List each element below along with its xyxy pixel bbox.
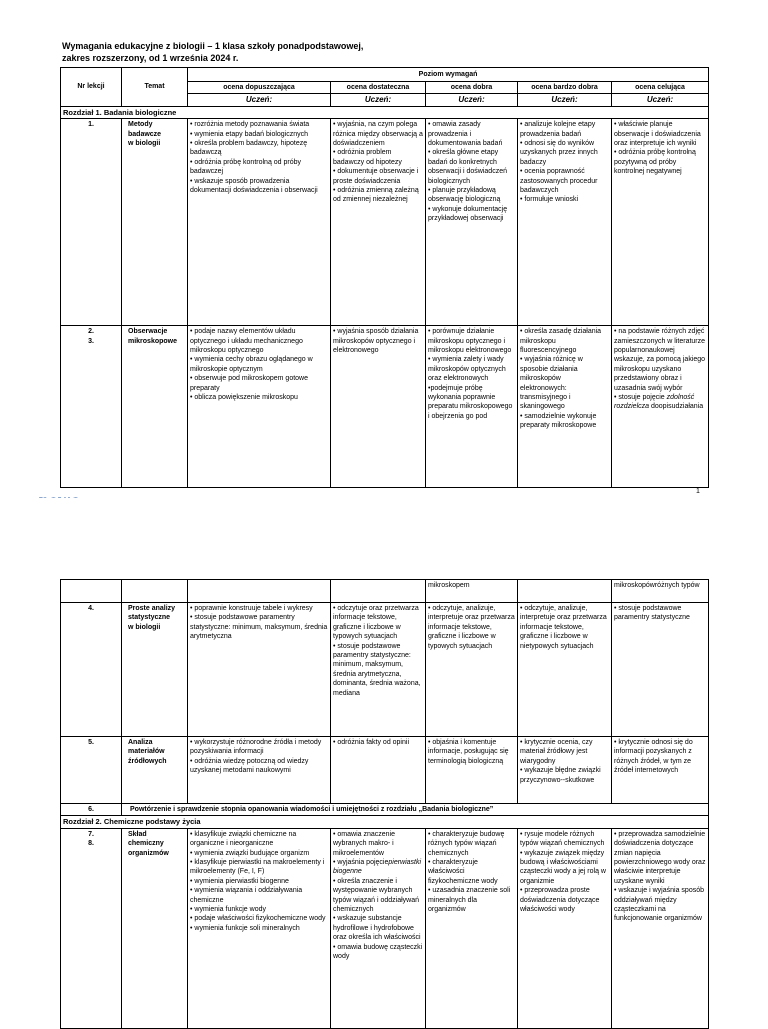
page-gap (0, 498, 768, 555)
lesson-number: 2. 3. (61, 326, 122, 488)
cell-dostateczna: • wyjaśnia, na czym polega różnica między obserwacją a doświadczeniem • odróżnia problem badawczy od hipotezy • dokumentuje obserwacje i proste doświadczenia • odróżnia zmienną zależną od zmiennej niezależnej (331, 119, 426, 326)
cell-dostateczna: • odczytuje oraz przetwarza informacje tekstowe, graficzne i liczbowe w typowych sytuacjach • stosuje podstawowe paramentry statystyczne: minimum, maksymum, średnia arytmetyczna, dominanta, średnia ważona, mediana (331, 603, 426, 737)
cell-bardzo-dobra: • rysuje modele różnych typów wiązań chemicznych • wykazuje związek między budową i właściwościami cząsteczki wody a jej rolą w organizmie • przeprowadza proste doświadczenia dotyczące właściwości wody (518, 828, 612, 1028)
header-level: ocena dostateczna (331, 82, 426, 94)
cell-dobra: mikroskopem (426, 580, 518, 603)
uczen-label: Uczeń: (331, 94, 426, 106)
requirements-table-page-2 (60, 579, 709, 1029)
header-level: ocena celująca (612, 82, 709, 94)
lesson-number: 1. (61, 119, 122, 326)
uczen-label: Uczeń: (188, 94, 331, 106)
cell-dobra: • charakteryzuje budowę różnych typów wiązań chemicznych • charakteryzuje właściwości fizykochemiczne wody • uzasadnia znaczenie soli mineralnych dla organizmów (426, 828, 518, 1028)
cell-dostateczna: • wyjaśnia sposób działania mikroskopów optycznego i elektronowego (331, 326, 426, 488)
lesson-topic: Obserwacje mikroskopowe (122, 326, 188, 488)
cell-dobra: • omawia zasady prowadzenia i dokumentowania badań • określa główne etapy badań do konkretnych obserwacji i doświadczeń biologicznych • planuje przykładową obserwację biologiczną • wykonuje dokumentację przykładowej obserwacji (426, 119, 518, 326)
cell-dopuszczajaca: • wykorzystuje różnorodne źródła i metody pozyskiwania informacji • odróżnia wiedzę potoczną od wiedzy uzyskanej metodami naukowymi (188, 737, 331, 804)
cell-celujaca: • stosuje podstawowe paramentry statystyczne (612, 603, 709, 737)
requirements-table-page-1 (60, 67, 709, 488)
chapter-heading: Rozdział 2. Chemiczne podstawy życia (61, 816, 709, 828)
cell-bardzo-dobra: • krytycznie ocenia, czy materiał źródłowy jest wiarygodny • wykazuje błędne związki przyczynowo--skutkowe (518, 737, 612, 804)
uczen-label: Uczeń: (426, 94, 518, 106)
cell-dopuszczajaca: • poprawnie konstruuje tabele i wykresy • stosuje podstawowe paramentry statystyczne: minimum, maksymum, średnia arytmetyczna (188, 603, 331, 737)
title-line-2: zakres rozszerzony, od 1 września 2024 r. (62, 53, 239, 63)
cell-celujaca: • krytycznie odnosi się do informacji pozyskanych z różnych źródeł, w tym ze źródeł internetowych (612, 737, 709, 804)
lesson-topic: Metody badawcze w biologii (122, 119, 188, 326)
cell-bardzo-dobra: • określa zasadę działania mikroskopu fluorescencyjnego • wyjaśnia różnicę w sposobie działania mikroskopów elektronowych: transmisyjnego i skaningowego • samodzielnie wykonuje preparaty mikroskopowe (518, 326, 612, 488)
review-text: Powtórzenie i sprawdzenie stopnia opanowania wiadomości i umiejętności z rozdziału „Badania biologiczne” (122, 804, 709, 816)
cell-celujaca: • przeprowadza samodzielnie doświadczenia dotyczące zmian napięcia powierzchniowego wody oraz właściwie interpretuje uzyskane wyniki • wskazuje i wyjaśnia sposób oddziaływań między cząsteczkami na funkcjonowanie organizmów (612, 828, 709, 1028)
table-row (61, 603, 709, 737)
lesson-number: 4. (61, 603, 122, 737)
table-row (61, 580, 709, 603)
cell-dobra: • objaśnia i komentuje informacje, posługując się terminologią biologiczną (426, 737, 518, 804)
header-temat: Temat (122, 68, 188, 107)
uczen-label: Uczeń: (518, 94, 612, 106)
cell-dostateczna: • omawia znaczenie wybranych makro- i mikroelementów • wyjaśnia pojęciepierwiastki biogenne • określa znaczenie i występowanie wybranych typów wiązań i oddziaływań chemicznych • wskazuje substancje hydrofilowe i hydrofobowe oraz określa ich właściwości • omawia budowę cząsteczki wody (331, 828, 426, 1028)
chapter-heading: Rozdział 1. Badania biologiczne (61, 106, 709, 118)
table-row-review (61, 804, 709, 816)
cell-celujaca: mikroskopówróżnych typów (612, 580, 709, 603)
cell-bardzo-dobra: • analizuje kolejne etapy prowadzenia badań • odnosi się do wyników uzyskanych przez innych badaczy • ocenia poprawność zastosowanych procedur badawczych • formułuje wnioski (518, 119, 612, 326)
cell-dopuszczajaca: • klasyfikuje związki chemiczne na organiczne i nieorganiczne • wymienia związki budujące organizm • klasyfikuje pierwiastki na makroelementy i mikroelementy (Fe, I, F) • wymienia pierwiastki biogenne • wymienia wiązania i oddziaływania chemiczne • wymienia funkcje wody • podaje właściwości fizykochemiczne wody • wymienia funkcje soli mineralnych (188, 828, 331, 1028)
table-row (61, 326, 709, 488)
cell-celujaca: • na podstawie różnych zdjęć zamieszczonych w literaturze popularnonaukowej wskazuje, za pomocą jakiego mikroskopu uzyskano przedstawiony obraz i uzasadnia swój wybór • stosuje pojęcie zdolność rozdzielcza doopisudziałania (612, 326, 709, 488)
header-level: ocena bardzo dobra (518, 82, 612, 94)
header-level: ocena dobra (426, 82, 518, 94)
lesson-topic: Proste analizy statystyczne w biologii (122, 603, 188, 737)
title-line-1: Wymagania edukacyjne z biologii – 1 klasa szkoły ponadpodstawowej, (62, 41, 364, 51)
cell-dostateczna: • odróżnia fakty od opinii (331, 737, 426, 804)
lesson-number: 7. 8. (61, 828, 122, 1028)
cell-dobra: • odczytuje, analizuje, interpretuje oraz przetwarza informacje tekstowe, graficzne i liczbowe w typowych sytuacjach (426, 603, 518, 737)
header-poziom-wymagan: Poziom wymagań (188, 68, 709, 82)
document-title (62, 40, 363, 64)
cell-dopuszczajaca: • podaje nazwy elementów układu optycznego i układu mechanicznego mikroskopu optycznego • wymienia cechy obrazu oglądanego w mikroskopie optycznym • obserwuje pod mikroskopem gotowe preparaty • oblicza powiększenie mikroskopu (188, 326, 331, 488)
page-number: 1 (696, 488, 700, 495)
page-2 (0, 555, 768, 1024)
cell-bardzo-dobra: • odczytuje, analizuje, interpretuje oraz przetwarza informacje tekstowe, graficzne i liczbowe w nietypowych sytuacjach (518, 603, 612, 737)
table-row (61, 737, 709, 804)
header-nr-lekcji: Nr lekcji (61, 68, 122, 107)
table-row (61, 119, 709, 326)
header-level: ocena dopuszczająca (188, 82, 331, 94)
cell-dopuszczajaca: • rozróżnia metody poznawania świata • wymienia etapy badań biologicznych • określa problem badawczy, hipotezę badawczą • odróżnia próbę kontrolną od próby badawczej • wskazuje sposób prowadzenia dokumentacji doświadczenia i obserwacji (188, 119, 331, 326)
cell-celujaca: • właściwie planuje obserwacje i doświadczenia oraz interpretuje ich wyniki • odróżnia próbę kontrolną pozytywną od próby kontrolnej negatywnej (612, 119, 709, 326)
table-row (61, 828, 709, 1028)
lesson-topic: Skład chemiczny organizmów (122, 828, 188, 1028)
cell-dobra: • porównuje działanie mikroskopu optycznego i mikroskopu elektronowego • wymienia zalety i wady mikroskopów optycznych oraz elektronowych •podejmuje próbę wykonania poprawnie preparatu mikroskopowego i obejrzenia go pod (426, 326, 518, 488)
page-1 (0, 0, 768, 498)
lesson-topic: Analiza materiałów źródłowych (122, 737, 188, 804)
lesson-number: 6. (61, 804, 122, 816)
uczen-label: Uczeń: (612, 94, 709, 106)
lesson-number: 5. (61, 737, 122, 804)
